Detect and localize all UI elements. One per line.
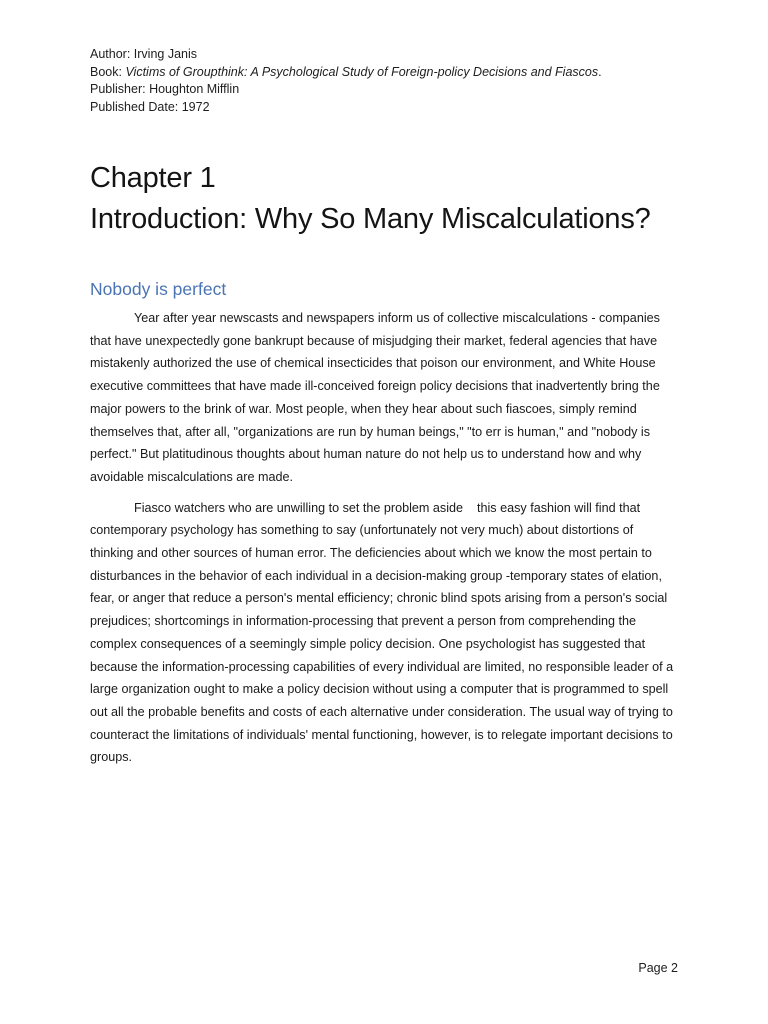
author-label: Author: [90,47,134,61]
author-line [90,46,690,64]
publisher-label: Publisher: [90,82,150,96]
paragraph: Year after year newscasts and newspapers inform us of collective miscalculations - companies that have unexpectedly gone bankrupt because of misjudging their market, federal agencies that have mistakenly authorized the use of chemical insecticides that poison our environment, and White House executive committees that have made ill-conceived foreign policy decisions that inadvertently bring the major powers to the brink of war. Most people, when they hear about such fiascoes, simply remind themselves that, after all, "organizations are run by human beings," "to err is human," and "nobody is perfect." But platitudinous thoughts about human nature do not help us to understand how and why avoidable miscalculations are made. [90,311,660,484]
book-metadata [90,46,690,116]
book-title-suffix: . [598,64,602,79]
chapter-number: Chapter 1 [90,162,216,194]
published-date-line [90,99,690,117]
book-label: Book: [90,64,126,79]
author-name: Irving Janis [133,47,198,61]
published-date-label: Published Date: [90,99,182,114]
publisher-line [90,81,690,99]
publisher-name: Houghton Mifflin [149,82,240,96]
published-date: 1972 [181,99,210,114]
page-number: Page 2 [638,961,678,975]
body-text [90,307,680,777]
book-title: Victims of Groupthink: A Psychological Study of Foreign-policy Decisions and Fiascos [125,64,599,79]
book-line [90,64,690,82]
chapter-name: Introduction: Why So Many Miscalculations? [90,203,651,235]
section-heading: Nobody is perfect [90,279,227,299]
paragraph: Fiasco watchers who are unwilling to set the problem aside this easy fashion will find that contemporary psychology has something to say (unfortunately not very much) about distortions of thinking and other sources of human error. The deficiencies about which we know the most pertain to disturbances in the behavior of each individual in a decision-making group -temporary states of elation, fear, or anger that reduce a person's mental efficiency; chronic blind spots arising from a person's social prejudices; shortcomings in information-processing that prevent a person from comprehending the complex consequences of a seemingly simple policy decision. One psychologist has suggested that because the information-processing capabilities of every individual are limited, no responsible leader of a large organization ought to make a policy decision without using a computer that is programmed to spell out all the probable benefits and costs of each alternative under consideration. The usual way of trying to counteract the limitations of individuals' mental functioning, however, is to relegate important decisions to groups. [90,500,677,765]
chapter-title [90,158,710,240]
